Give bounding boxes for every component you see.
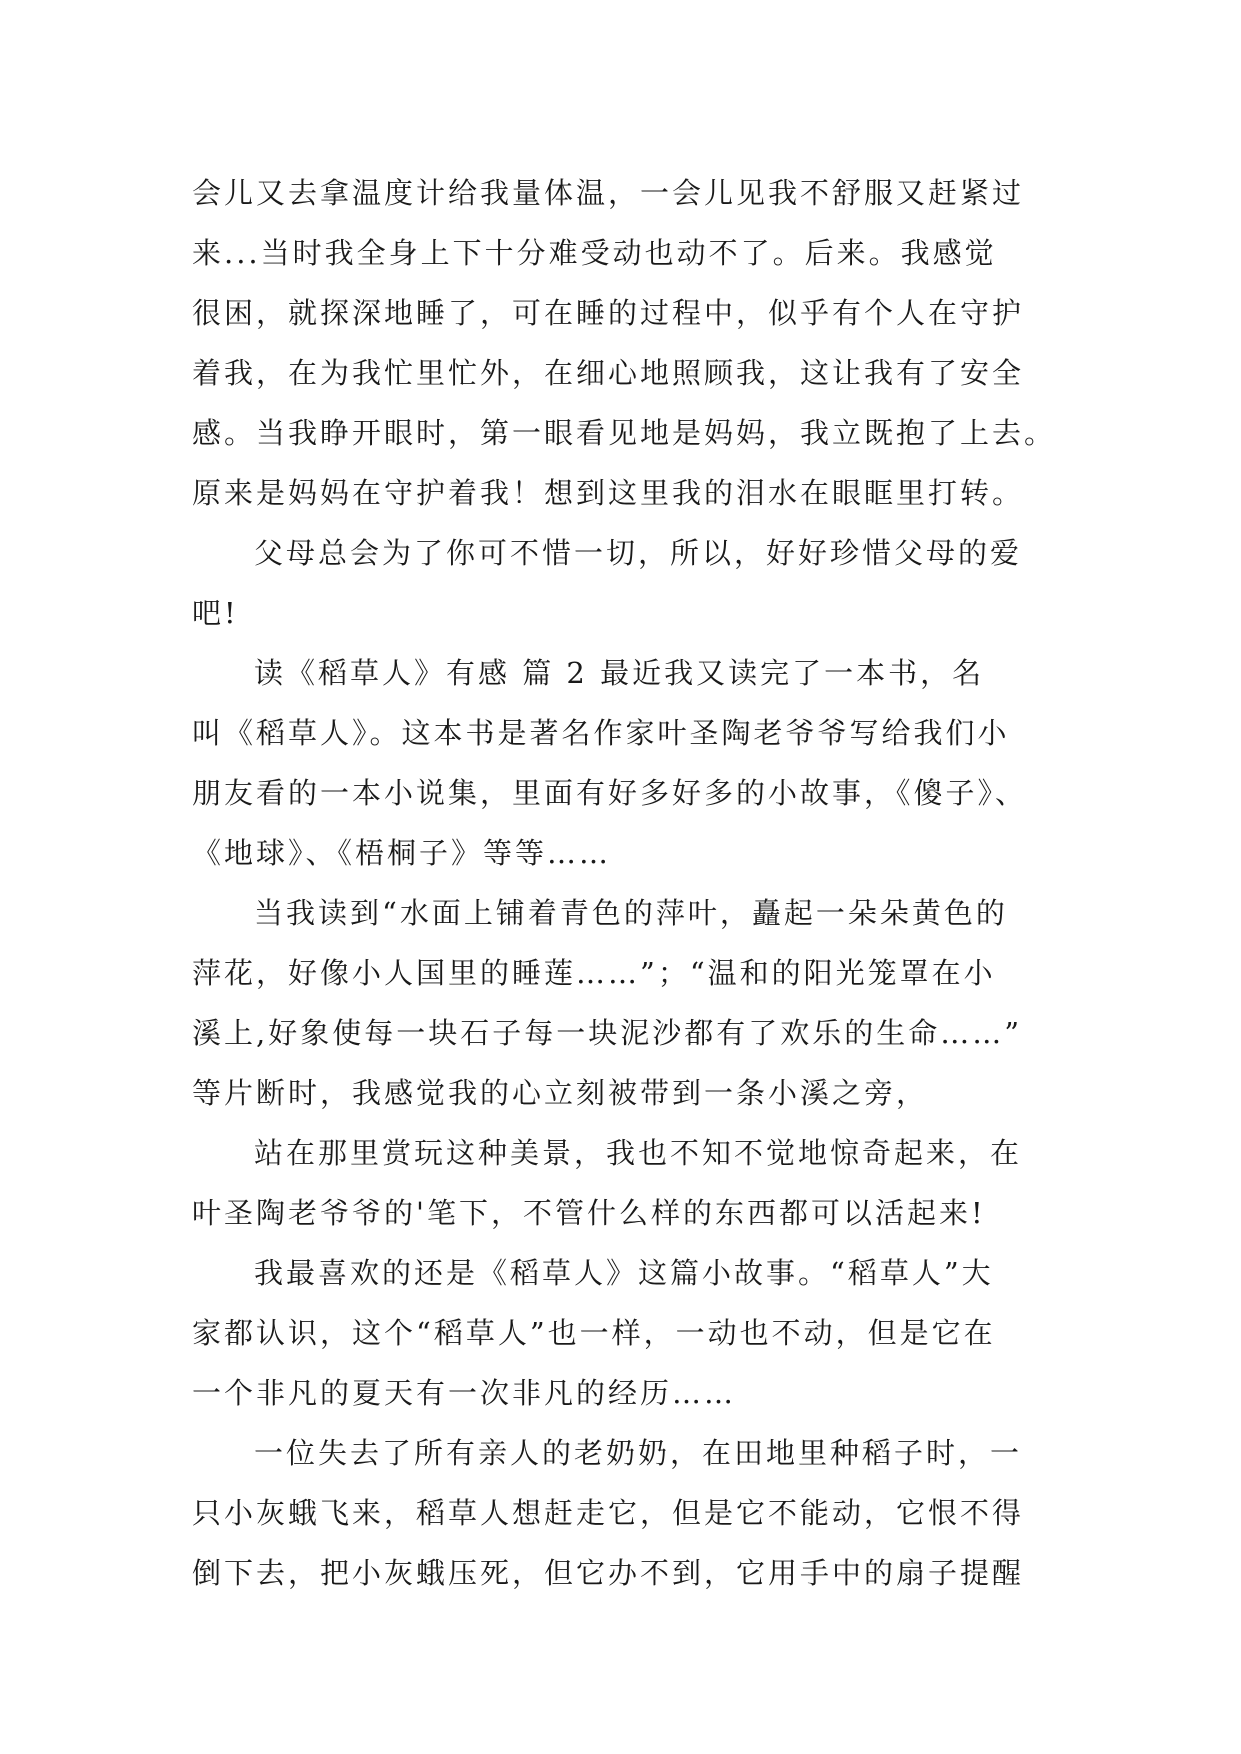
text-line: 等片断时，我感觉我的心立刻被带到一条小溪之旁，: [192, 1076, 929, 1110]
text-line: 当我读到“水面上铺着青色的萍叶，矗起一朵朵黄色的: [254, 896, 1008, 930]
text-line: 很困，就探深地睡了，可在睡的过程中，似乎有个人在守护: [192, 296, 1025, 330]
text-line: 萍花，好像小人国里的睡莲……”；“温和的阳光笼罩在小: [192, 956, 996, 990]
text-line: 父母总会为了你可不惜一切，所以，好好珍惜父母的爱: [254, 536, 1023, 570]
text-line: 着我，在为我忙里忙外，在细心地照顾我，这让我有了安全: [192, 356, 1025, 390]
text-line: 倒下去，把小灰蛾压死，但它办不到，它用手中的扇子提醒: [192, 1556, 1025, 1590]
text-line: 原来是妈妈在守护着我！想到这里我的泪水在眼眶里打转。: [192, 476, 1025, 510]
body-text: [192, 163, 1062, 1603]
text-line: 一位失去了所有亲人的老奶奶，在田地里种稻子时，一: [254, 1436, 1023, 1470]
text-line: 家都认识，这个“稻草人”也一样，一动也不动，但是它在: [192, 1316, 996, 1350]
text-line: 叫《稻草人》。这本书是著名作家叶圣陶老爷爷写给我们小: [192, 716, 1010, 750]
text-line: 只小灰蛾飞来，稻草人想赶走它，但是它不能动，它恨不得: [192, 1496, 1025, 1530]
text-line: 叶圣陶老爷爷的'笔下，不管什么样的东西都可以活起来!: [192, 1196, 986, 1230]
text-line: 站在那里赏玩这种美景，我也不知不觉地惊奇起来，在: [254, 1136, 1023, 1170]
text-line: 吧!: [192, 596, 239, 630]
text-line: 《地球》、《梧桐子》等等……: [192, 836, 612, 870]
text-line: 读《稻草人》有感 篇 2 最近我又读完了一本书，名: [254, 656, 985, 690]
text-line: 来...当时我全身上下十分难受动也动不了。后来。我感觉: [192, 236, 997, 270]
text-line: 我最喜欢的还是《稻草人》这篇小故事。“稻草人”大: [254, 1256, 994, 1290]
text-line: 一个非凡的夏天有一次非凡的经历……: [192, 1376, 737, 1410]
text-line: 朋友看的一本小说集，里面有好多好多的小故事，《傻子》、: [192, 776, 1028, 810]
text-line: 会儿又去拿温度计给我量体温，一会儿见我不舒服又赶紧过: [192, 176, 1025, 210]
text-line: 感。当我睁开眼时，第一眼看见地是妈妈，我立既抱了上去。: [192, 416, 1057, 450]
text-line: 溪上,好象使每一块石子每一块泥沙都有了欢乐的生命……”: [192, 1016, 1023, 1050]
